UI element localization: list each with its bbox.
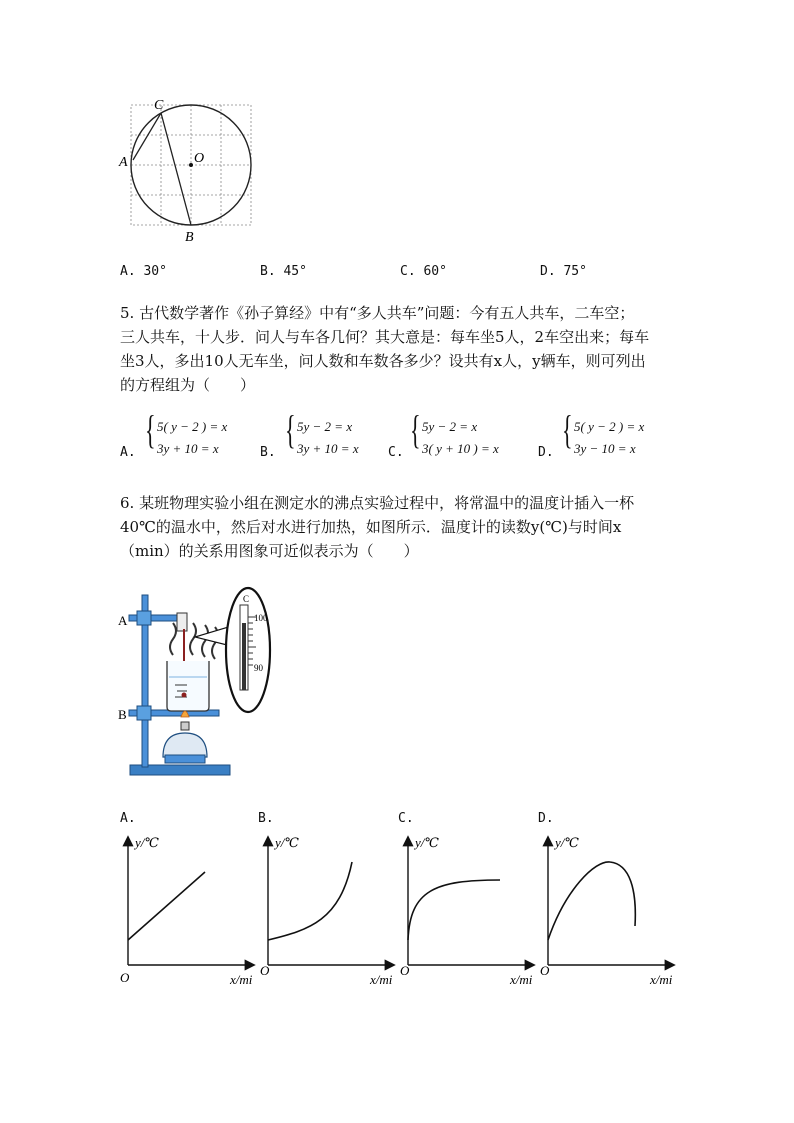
q5-option-c-letter[interactable]: C. (388, 445, 404, 460)
q6-line-2: 40℃的温水中，然后对水进行加热，如图所示．温度计的读数y(℃)与时间x (120, 518, 622, 536)
q5-option-d-system[interactable]: { 5( y − 2 ) = x 3y − 10 = x (562, 407, 645, 456)
q5-option-d-letter[interactable]: D. (538, 445, 554, 460)
q5-line-2: 三人共车，十人步．问人与车各几何？其大意是：每车坐5人，2车空出来；每车 (120, 328, 650, 346)
q6-option-d-letter[interactable]: D. (538, 811, 554, 826)
chord-ca (133, 113, 161, 160)
q5-option-c-system[interactable]: { 5y − 2 = x 3( y + 10 ) = x (410, 407, 499, 456)
q5-line-3: 坐3人，多出10人无车坐，问人数和车数各多少？设共有x人，y辆车，则可列出 (120, 352, 646, 370)
q6-line-1: 6. 某班物理实验小组在测定水的沸点实验过程中，将常温中的温度计插入一杯 (120, 494, 635, 512)
tick-90: 90 (254, 663, 263, 673)
boiling-apparatus-figure (115, 585, 285, 780)
tick-100: 100 (254, 613, 268, 623)
chord-cb (161, 113, 191, 225)
label-c: C (154, 98, 164, 113)
q5-line-1: 5. 古代数学著作《孙子算经》中有“多人共车”问题：今有五人共车，二车空； (120, 304, 635, 322)
q5-option-a-letter[interactable]: A. (120, 445, 136, 460)
q6-graph-b[interactable] (255, 830, 405, 990)
graph-c-curve (408, 880, 500, 940)
center-point (189, 163, 193, 167)
graph-d-ylabel: y/℃ (555, 835, 579, 850)
clamp-b-label: B (118, 707, 127, 722)
graph-d-origin: O (540, 963, 550, 978)
q4-option-d[interactable]: D. 75° (540, 264, 587, 279)
q4-option-c[interactable]: C. 60° (400, 264, 447, 279)
q5-option-a-system[interactable]: { 5( y − 2 ) = x 3y + 10 = x (145, 407, 228, 456)
circle-grid-figure (110, 95, 270, 245)
graph-c-origin: O (400, 963, 410, 978)
graph-a-ylabel: y/℃ (135, 835, 159, 850)
graph-c-ylabel: y/℃ (415, 835, 439, 850)
q4-option-a[interactable]: A. 30° (120, 264, 167, 279)
q6-option-a-letter[interactable]: A. (120, 811, 136, 826)
q5-option-b-system[interactable]: { 5y − 2 = x 3y + 10 = x (285, 407, 359, 456)
graph-c-xlabel: x/mi (510, 972, 533, 987)
q6-option-b-letter[interactable]: B. (258, 811, 274, 826)
q6-graph-a[interactable] (115, 830, 265, 990)
graph-a-xlabel: x/mi (230, 972, 253, 987)
graph-a-origin: O (120, 970, 130, 985)
q6-line-3: （min）的关系用图象可近似表示为（ ） (120, 542, 419, 560)
graph-d-curve (548, 862, 635, 940)
label-a: A (119, 155, 128, 170)
graph-d-xlabel: x/mi (650, 972, 673, 987)
label-b: B (185, 230, 194, 245)
q5-option-b-letter[interactable]: B. (260, 445, 276, 460)
graph-b-ylabel: y/℃ (275, 835, 299, 850)
graph-b-curve (268, 862, 352, 940)
q5-line-4: 的方程组为（ ） (120, 376, 256, 394)
label-o: O (194, 151, 205, 166)
clamp-a-label: A (118, 613, 128, 628)
unit-label: C (243, 594, 250, 604)
graph-b-origin: O (260, 963, 270, 978)
q4-option-b[interactable]: B. 45° (260, 264, 307, 279)
graph-b-xlabel: x/mi (370, 972, 393, 987)
q6-option-c-letter[interactable]: C. (398, 811, 414, 826)
q6-graph-c[interactable] (395, 830, 545, 990)
q6-graph-d[interactable] (535, 830, 685, 990)
graph-a-curve (128, 872, 205, 940)
